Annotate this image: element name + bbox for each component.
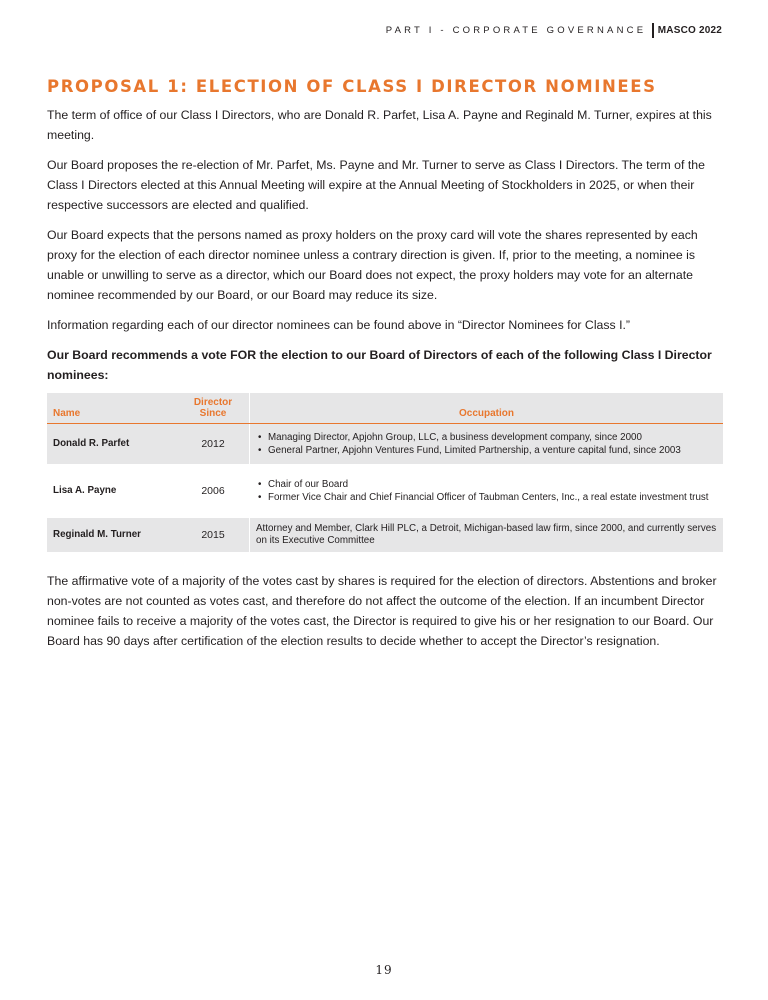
table-header-row bbox=[47, 393, 723, 424]
occupation-item: • General Partner, Apjohn Ventures Fund, Limited Partnership, a venture capital fund, since 2003 bbox=[258, 445, 717, 457]
header-since-line2: Since bbox=[199, 408, 227, 419]
paragraph-reelection: Our Board proposes the re-election of Mr. Parfet, Ms. Payne and Mr. Turner to serve as Class I Directors. The term of the Class I Directors elected at this Annual Meeting will expire at the Annual Meeting of Stockholders in 2025, or when their respective successors are elected and qualified. bbox=[47, 158, 705, 212]
header-section: PART I - CORPORATE GOVERNANCE bbox=[385, 25, 647, 36]
page-content bbox=[47, 76, 723, 651]
page-title: PROPOSAL 1: ELECTION OF CLASS I DIRECTOR NOMINEES bbox=[47, 77, 657, 96]
occupation-item: • Former Vice Chair and Chief Financial Officer of Taubman Centers, Inc., a real estate investment trust bbox=[258, 492, 717, 504]
nominee-name: Lisa A. Payne bbox=[47, 465, 177, 518]
occupation-item: • Chair of our Board bbox=[258, 479, 717, 491]
header-divider bbox=[652, 23, 654, 38]
header-occupation: Occupation bbox=[250, 393, 724, 424]
paragraph-proxy: Our Board expects that the persons named as proxy holders on the proxy card will vote the shares represented by each proxy for the election of each director nominee unless a contrary direction is given. If, prior to the meeting, a nominee is unable or unwilling to serve as a director, which our Board does not expect, the proxy holders may vote for an alternate nominee recommended by our Board, or our Board may reduce its size. bbox=[47, 228, 698, 302]
header-name: Name bbox=[47, 393, 177, 424]
running-header bbox=[386, 23, 722, 38]
paragraph-info: Information regarding each of our director nominees can be found above in “Director Nominees for Class I.” bbox=[47, 318, 631, 332]
header-director-since bbox=[177, 393, 250, 424]
nominee-name: Reginald M. Turner bbox=[47, 518, 177, 553]
occupation-list bbox=[256, 432, 717, 457]
table-row bbox=[47, 518, 723, 553]
board-recommendation: Our Board recommends a vote FOR the election to our Board of Directors of each of the following Class I Director nominees: bbox=[47, 348, 712, 382]
page-number: 19 bbox=[375, 963, 393, 977]
nominees-table bbox=[47, 393, 723, 552]
paragraph-term: The term of office of our Class I Directors, who are Donald R. Parfet, Lisa A. Payne and Reginald M. Turner, expires at this meeting. bbox=[47, 108, 712, 142]
director-since: 2012 bbox=[177, 424, 250, 465]
header-brand: MASCO 2022 bbox=[657, 25, 722, 36]
occupation-list bbox=[256, 479, 717, 504]
occupation-item: • Managing Director, Apjohn Group, LLC, a business development company, since 2000 bbox=[258, 432, 717, 444]
header-since-line1: Director bbox=[193, 397, 233, 408]
table-row bbox=[47, 424, 723, 465]
nominee-name: Donald R. Parfet bbox=[47, 424, 177, 465]
table-row bbox=[47, 465, 723, 518]
occupation bbox=[250, 465, 724, 518]
occupation bbox=[250, 424, 724, 465]
director-since: 2015 bbox=[177, 518, 250, 553]
occupation: Attorney and Member, Clark Hill PLC, a Detroit, Michigan-based law firm, since 2000, and currently serves on its Executive Committee bbox=[250, 518, 724, 553]
paragraph-majority-vote: The affirmative vote of a majority of the votes cast by shares is required for the election of directors. Abstentions and broker non-votes are not counted as votes cast, and therefore do not affect the outcome of the election. If an incumbent Director nominee fails to receive a majority of the votes cast, the Director is required to give his or her resignation to our Board. Our Board has 90 days after certification of the election results to decide whether to accept the Director’s resignation. bbox=[47, 574, 717, 648]
director-since: 2006 bbox=[177, 465, 250, 518]
